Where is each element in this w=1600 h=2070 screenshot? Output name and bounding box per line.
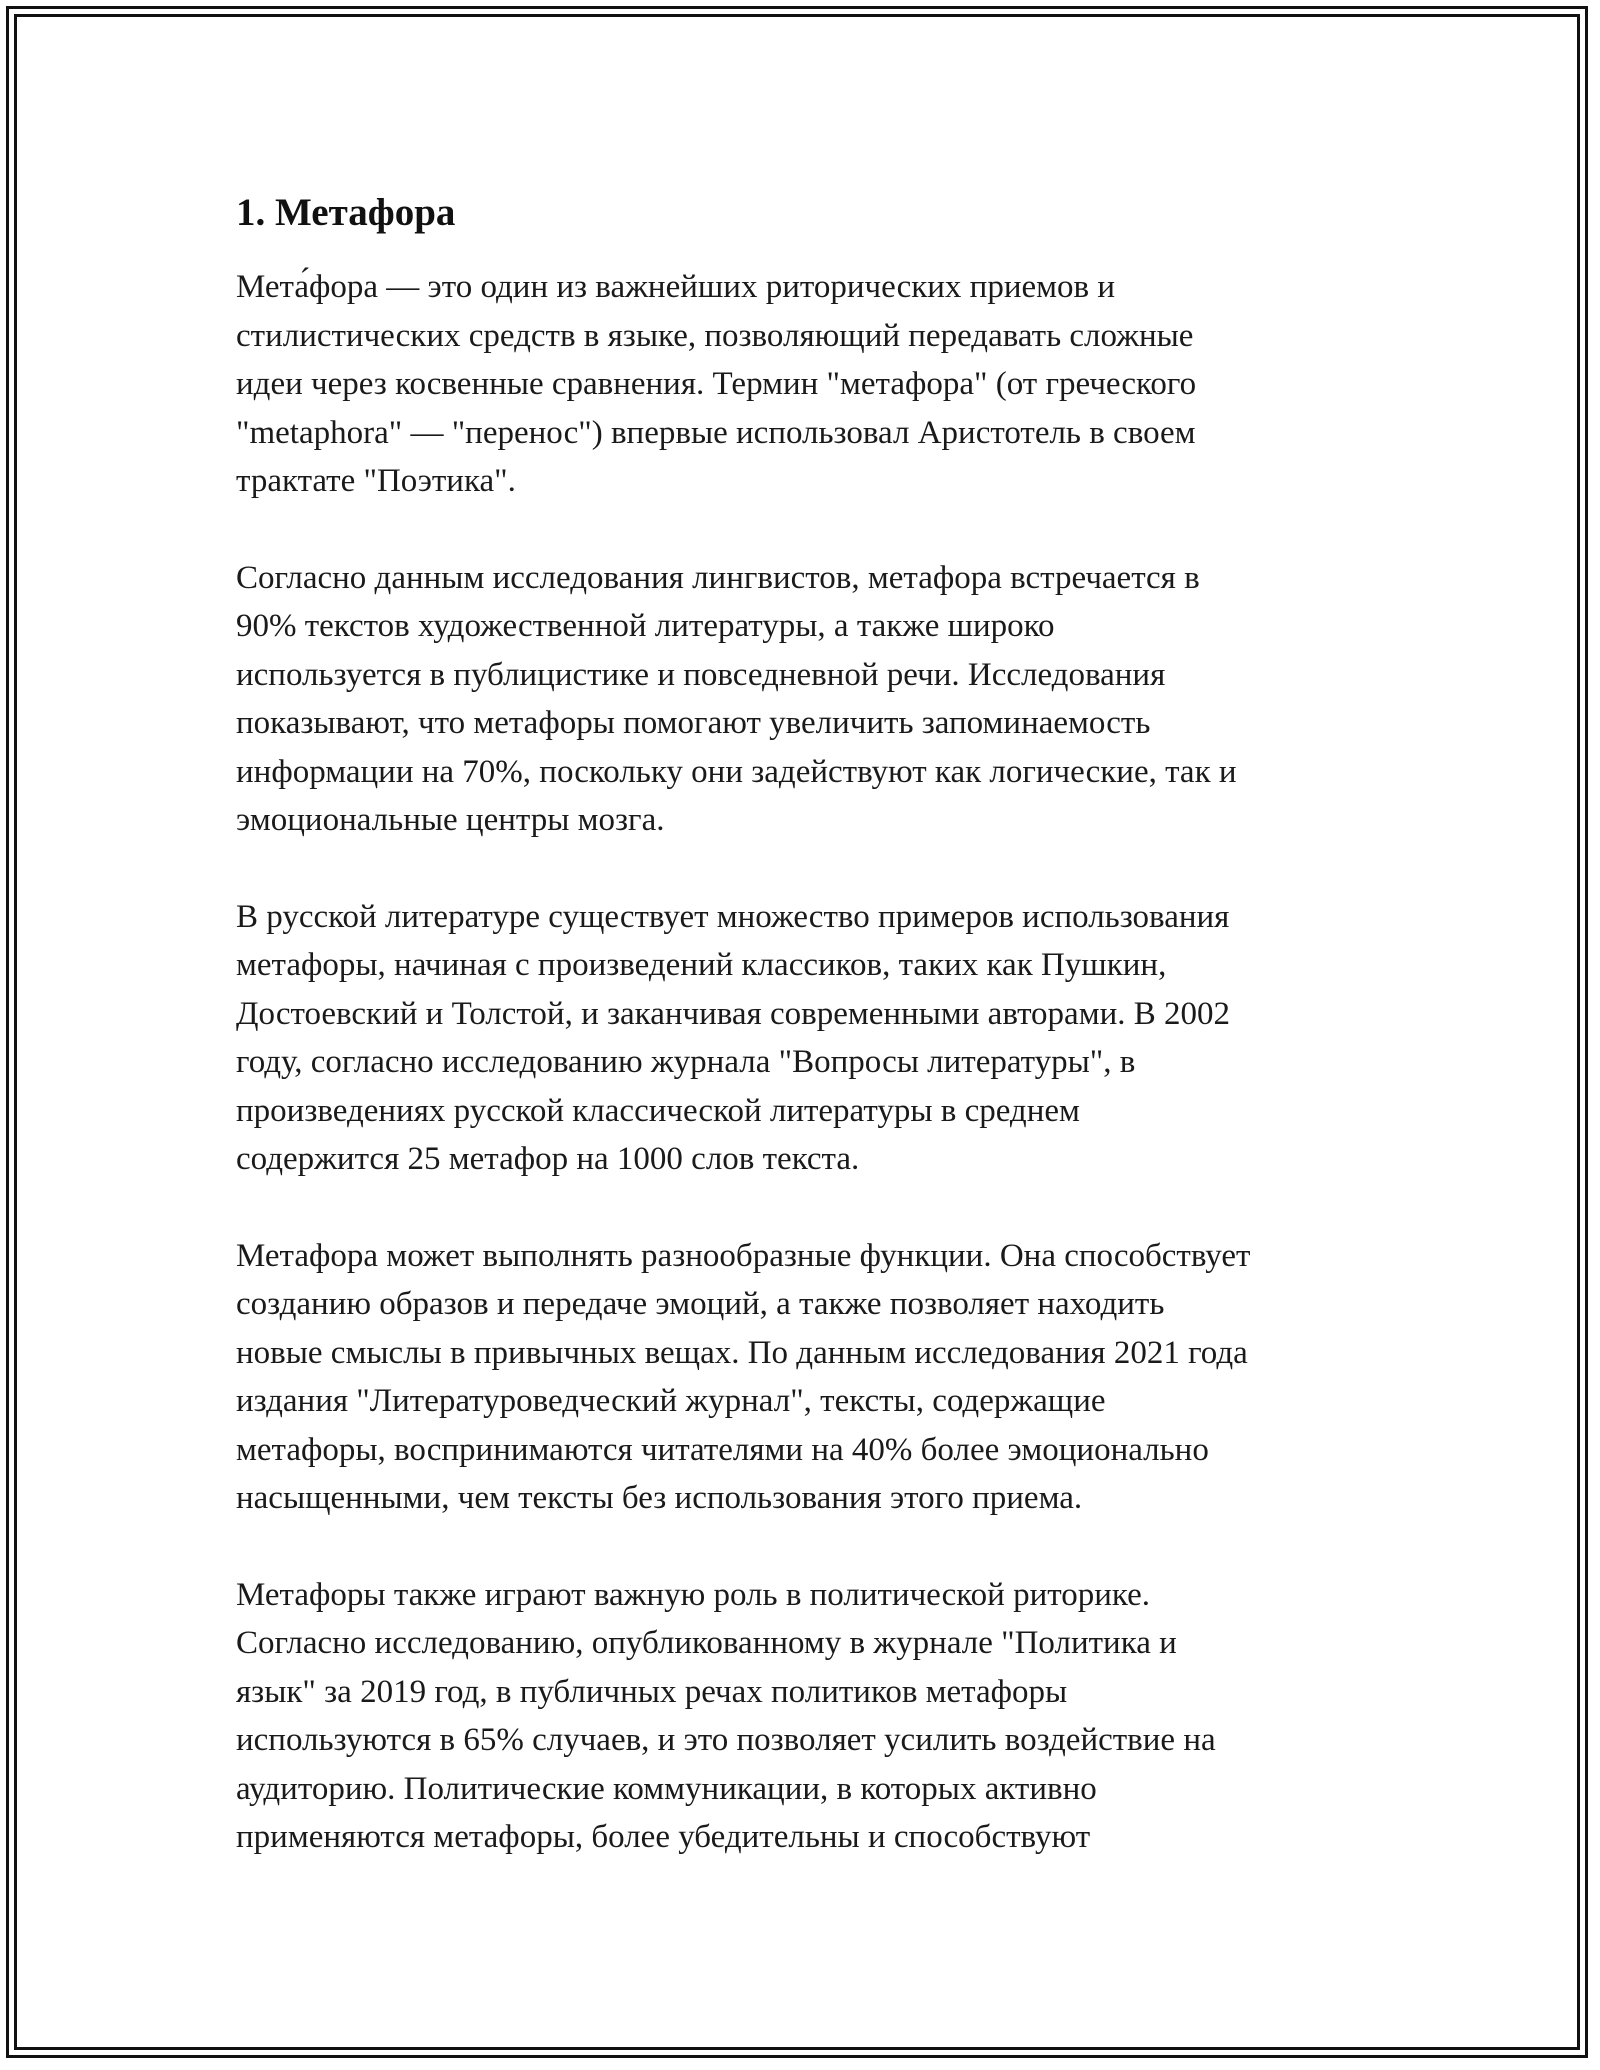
text-line: идеи через косвенные сравнения. Термин "метафора" (от греческого [236, 366, 1197, 402]
text-line: году, согласно исследованию журнала "Вопросы литературы", в [236, 1044, 1136, 1080]
text-line: созданию образов и передаче эмоций, а также позволяет находить [236, 1286, 1165, 1322]
text-line: эмоциональные центры мозга. [236, 802, 665, 838]
paragraph-russian-literature [236, 893, 1376, 1184]
text-line: В русской литературе существует множество примеров использования [236, 898, 1230, 935]
text-line: содержится 25 метафор на 1000 слов текста. [236, 1141, 860, 1177]
text-line: Метафора может выполнять разнообразные функции. Она способствует [236, 1237, 1251, 1274]
text-line: Согласно данным исследования лингвистов, метафора встречается в [236, 559, 1200, 596]
text-line: метафоры, воспринимаются читателями на 40% более эмоционально [236, 1431, 1209, 1468]
paragraph-intro [236, 263, 1376, 506]
text-line: "metaphora" — "перенос") впервые использовал Аристотель в своем [236, 414, 1196, 451]
text-line: применяются метафоры, более убедительны и способствуют [236, 1819, 1091, 1855]
paragraph-political-rhetoric [236, 1571, 1376, 1862]
text-line: метафоры, начиная с произведений классиков, таких как Пушкин, [236, 947, 1167, 983]
text-line: Достоевский и Толстой, и заканчивая современными авторами. В 2002 [236, 995, 1231, 1032]
text-line: новые смыслы в привычных вещах. По данным исследования 2021 года [236, 1334, 1248, 1371]
text-line: Согласно исследованию, опубликованному в журнале "Политика и [236, 1625, 1177, 1661]
text-line: аудиторию. Политические коммуникации, в которых активно [236, 1770, 1097, 1807]
text-line: язык" за 2019 год, в публичных речах политиков метафоры [236, 1673, 1068, 1710]
text-line: трактате "Поэтика". [236, 463, 516, 499]
text-line: информации на 70%, поскольку они задействуют как логические, так и [236, 753, 1237, 790]
document-body [236, 185, 1376, 1910]
text-line: показывают, что метафоры помогают увеличить запоминаемость [236, 705, 1151, 741]
text-line: Мета́фора — это один из важнейших риторических приемов и [236, 269, 1115, 305]
text-line: произведениях русской классической литературы в среднем [236, 1092, 1080, 1129]
section-heading: 1. Метафора [236, 191, 456, 234]
text-line: используется в публицистике и повседневной речи. Исследования [236, 656, 1166, 693]
text-line: насыщенными, чем тексты без использования этого приема. [236, 1480, 1083, 1516]
text-line: стилистических средств в языке, позволяющий передавать сложные [236, 317, 1194, 354]
paragraph-functions [236, 1232, 1376, 1523]
text-line: используются в 65% случаев, и это позволяет усилить воздействие на [236, 1722, 1216, 1758]
text-line: издания "Литературоведческий журнал", тексты, содержащие [236, 1383, 1106, 1419]
paragraph-statistics [236, 554, 1376, 845]
text-line: Метафоры также играют важную роль в политической риторике. [236, 1576, 1150, 1613]
text-line: 90% текстов художественной литературы, а также широко [236, 608, 1055, 644]
